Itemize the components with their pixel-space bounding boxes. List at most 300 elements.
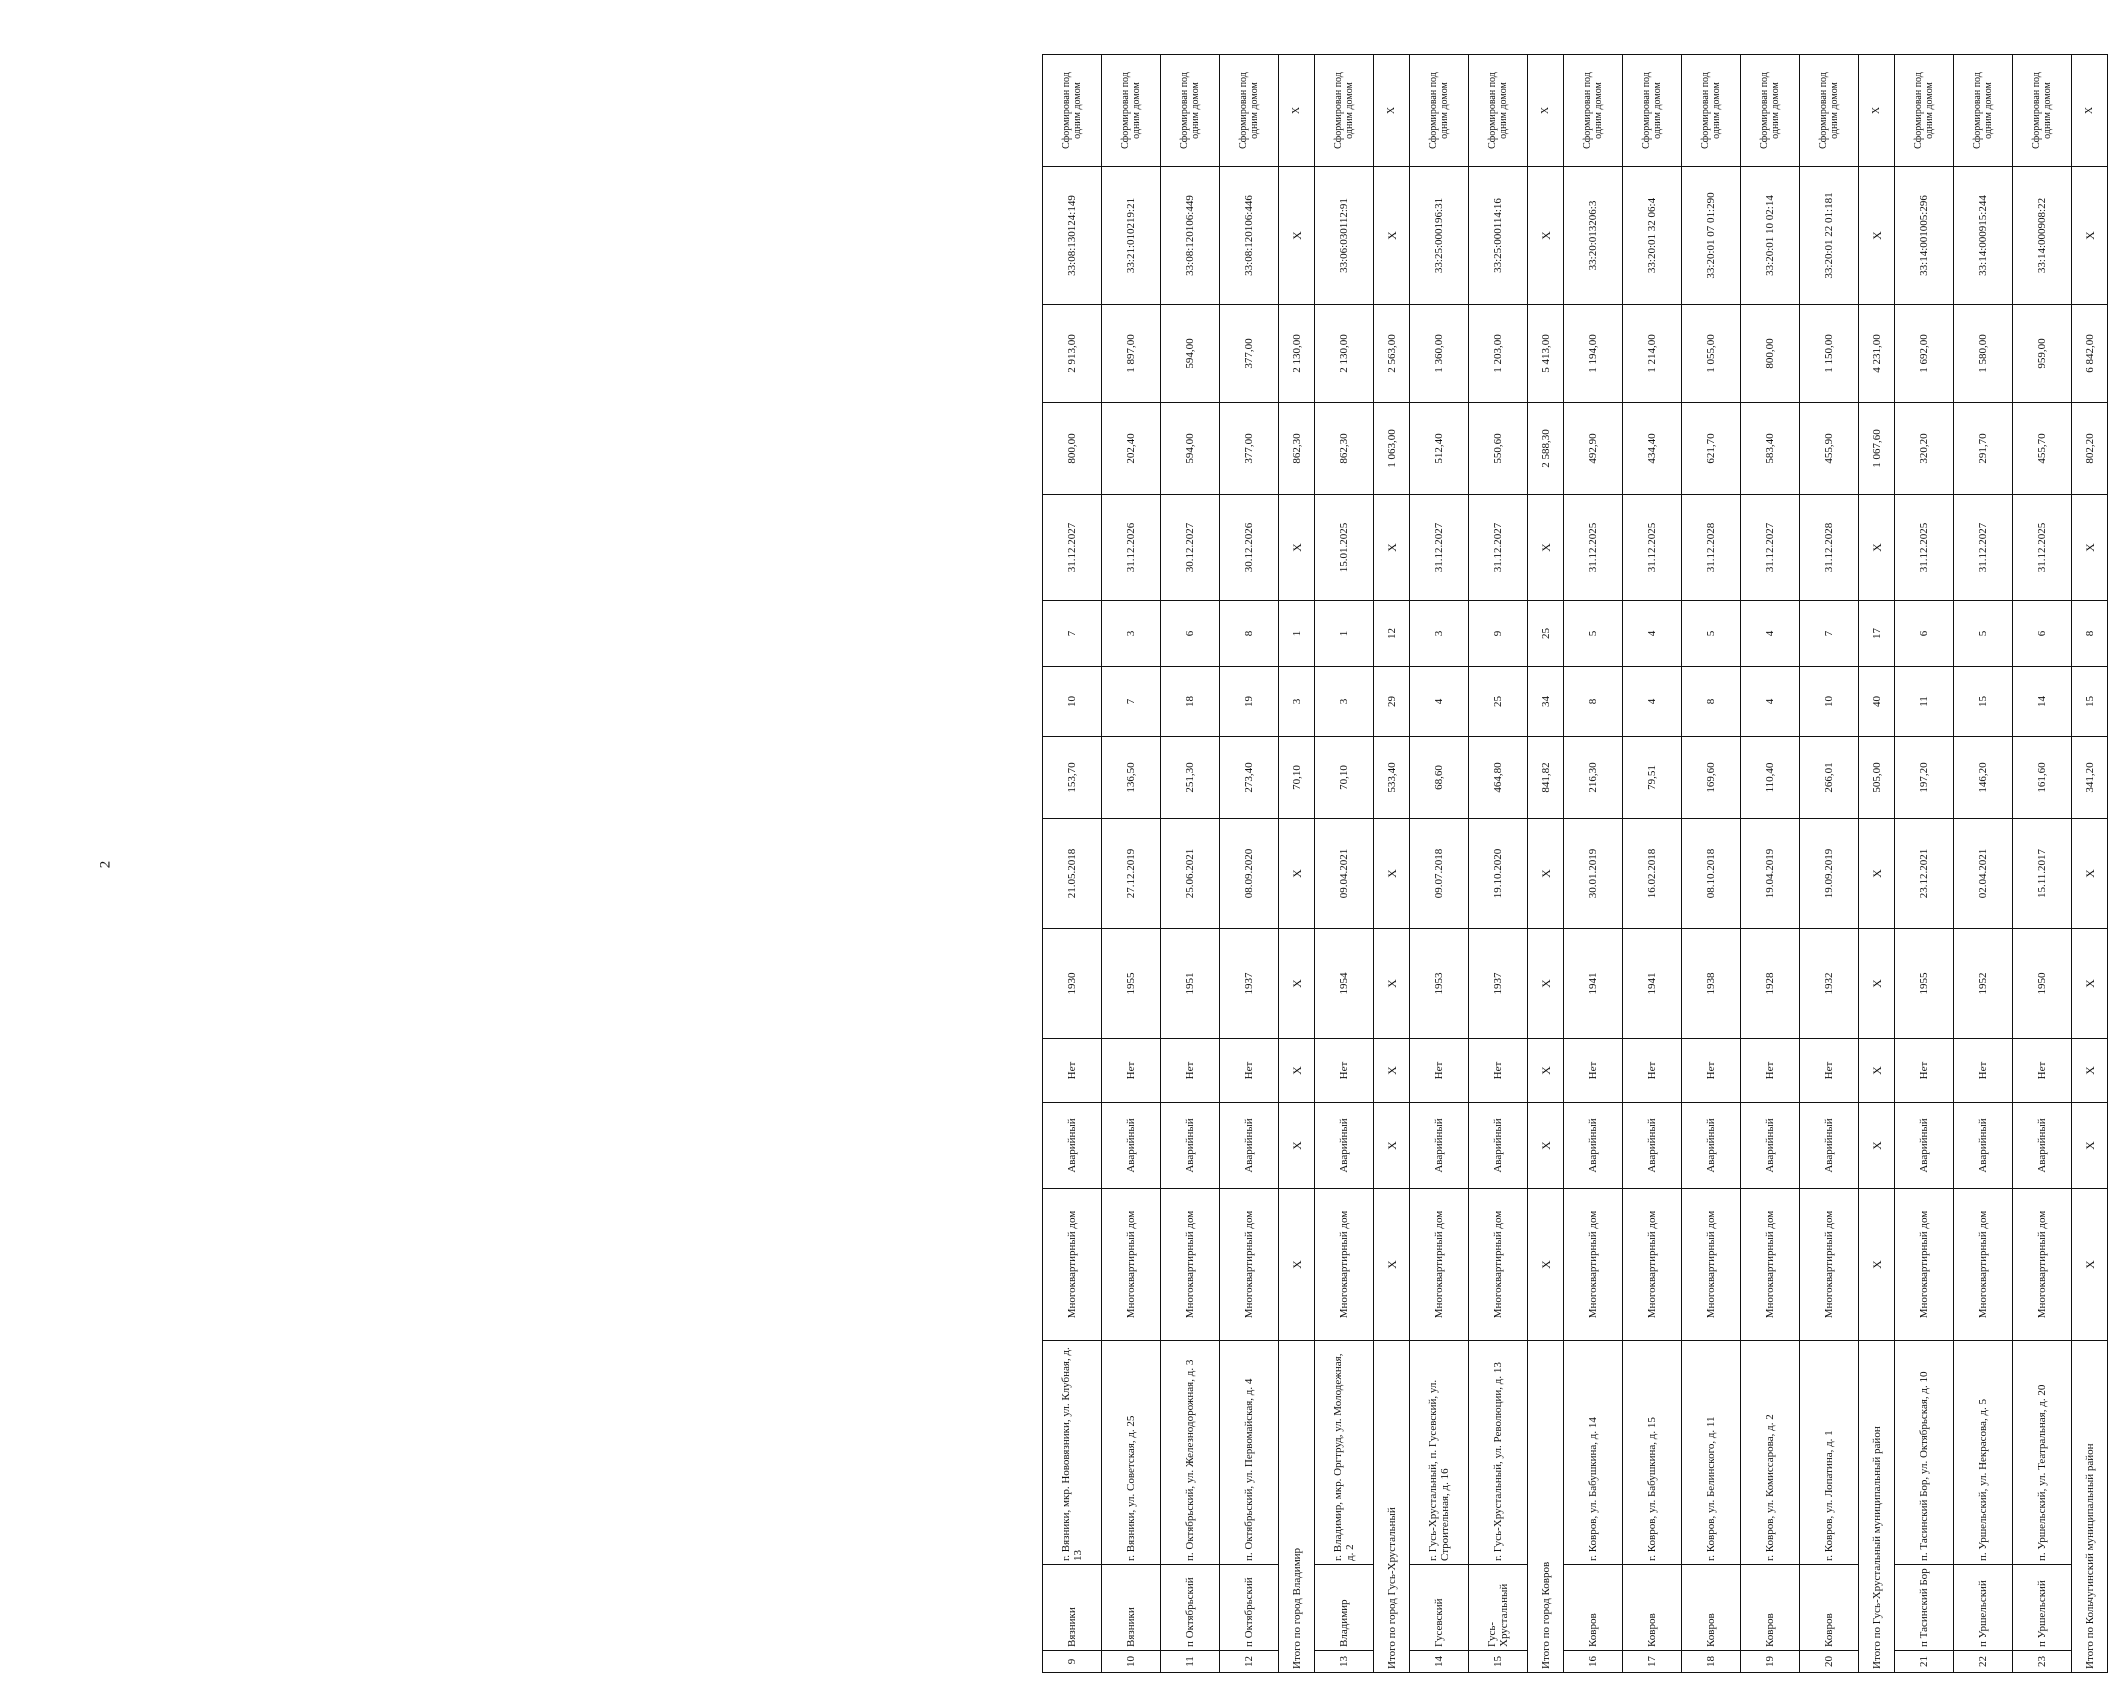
cell-residents: 25: [1469, 667, 1528, 737]
cell-reconstruction: Нет: [1410, 1039, 1469, 1103]
cell-address: г. Ковров, ул. Бабушкина, д. 14: [1564, 1341, 1623, 1565]
cell-date: 09.07.2018: [1410, 819, 1469, 929]
total-row: [1528, 55, 1564, 1673]
cell-house-type: Многоквартирный дом: [1800, 1189, 1859, 1341]
cell-residents: 10: [1043, 667, 1102, 737]
cell-residents: 4: [1410, 667, 1469, 737]
cell-area: 841,82: [1528, 737, 1564, 819]
cell-cost: 2 130,00: [1315, 305, 1374, 403]
cell-premises: 5: [1682, 601, 1741, 667]
cell-settlement: Ковров: [1682, 1565, 1741, 1651]
cell-reconstruction: Нет: [1220, 1039, 1279, 1103]
table-row: [1315, 55, 1374, 1673]
cell-premises: 4: [1623, 601, 1682, 667]
cell-area: 169,60: [1682, 737, 1741, 819]
cell-date: X: [2072, 819, 2108, 929]
table-row: [1954, 55, 2013, 1673]
cell-year: X: [1859, 929, 1895, 1039]
cell-cost: 1 360,00: [1410, 305, 1469, 403]
cell-cost: 1 580,00: [1954, 305, 2013, 403]
cell-cadastral: 33:06:030112:91: [1315, 167, 1374, 305]
cell-reconstruction: Нет: [1954, 1039, 2013, 1103]
cell-reconstruction: X: [1859, 1039, 1895, 1103]
cell-house-type: Многоквартирный дом: [1623, 1189, 1682, 1341]
cell-date: 23.12.2021: [1895, 819, 1954, 929]
cell-premises: 6: [1895, 601, 1954, 667]
cell-resettle-area: 862,30: [1279, 403, 1315, 495]
cell-date: 19.04.2019: [1741, 819, 1800, 929]
cell-resettle-area: 1 067,60: [1859, 403, 1895, 495]
cell-residents: 40: [1859, 667, 1895, 737]
cell-status: Аварийный: [1469, 1103, 1528, 1189]
cell-cadastral: 33:20:01 07 01:290: [1682, 167, 1741, 305]
cell-deadline: 31.12.2026: [1102, 495, 1161, 601]
cell-label: Итого по город Ковров: [1528, 1341, 1564, 1673]
cell-cadastral: 33:08:120106:449: [1161, 167, 1220, 305]
cell-cost: 1 194,00: [1564, 305, 1623, 403]
table-row: [2013, 55, 2072, 1673]
cell-resettle-area: 621,70: [1682, 403, 1741, 495]
cell-year: 1937: [1469, 929, 1528, 1039]
cell-address: г. Владимир, мкр. Оргтруд, ул. Молодежная, д. 2: [1315, 1341, 1374, 1565]
cell-date: X: [1374, 819, 1410, 929]
cell-reconstruction: Нет: [1315, 1039, 1374, 1103]
cell-premises: 4: [1741, 601, 1800, 667]
cell-address: г. Гусь-Хрустальный, п. Гусевский, ул. Строительная, д. 16: [1410, 1341, 1469, 1565]
cell-year: X: [1374, 929, 1410, 1039]
cell-resettle-area: 455,90: [1800, 403, 1859, 495]
cell-house-type: Многоквартирный дом: [1102, 1189, 1161, 1341]
table-row: [1102, 55, 1161, 1673]
cell-status: Аварийный: [1564, 1103, 1623, 1189]
cell-status: X: [1859, 1103, 1895, 1189]
cell-formed: Сформирован под одним домом: [1895, 55, 1954, 167]
cell-cadastral: X: [1528, 167, 1564, 305]
cell-settlement: Вязники: [1102, 1565, 1161, 1651]
cell-label: Итого по город Гусь-Хрустальный: [1374, 1341, 1410, 1673]
cell-no: 10: [1102, 1651, 1161, 1673]
cell-cost: 594,00: [1161, 305, 1220, 403]
cell-formed: X: [1279, 55, 1315, 167]
cell-no: 15: [1469, 1651, 1528, 1673]
cell-reconstruction: Нет: [1469, 1039, 1528, 1103]
cell-settlement: Ковров: [1564, 1565, 1623, 1651]
cell-formed: Сформирован под одним домом: [2013, 55, 2072, 167]
cell-date: 30.01.2019: [1564, 819, 1623, 929]
cell-residents: 7: [1102, 667, 1161, 737]
cell-cadastral: 33:08:120106:446: [1220, 167, 1279, 305]
cell-house-type: Многоквартирный дом: [1043, 1189, 1102, 1341]
cell-resettle-area: 291,70: [1954, 403, 2013, 495]
cell-cost: 1 214,00: [1623, 305, 1682, 403]
cell-status: Аварийный: [1741, 1103, 1800, 1189]
cell-house-type: Многоквартирный дом: [1954, 1189, 2013, 1341]
cell-cadastral: 33:14:000915:244: [1954, 167, 2013, 305]
cell-formed: Сформирован под одним домом: [1043, 55, 1102, 167]
cell-status: X: [1279, 1103, 1315, 1189]
cell-address: г. Вязники, ул. Советская, д. 25: [1102, 1341, 1161, 1565]
cell-premises: 17: [1859, 601, 1895, 667]
cell-year: 1955: [1895, 929, 1954, 1039]
cell-residents: 18: [1161, 667, 1220, 737]
cell-cadastral: 33:20:01 32 06:4: [1623, 167, 1682, 305]
cell-area: 273,40: [1220, 737, 1279, 819]
cell-deadline: 31.12.2025: [1564, 495, 1623, 601]
total-row: [1374, 55, 1410, 1673]
cell-cadastral: X: [1374, 167, 1410, 305]
cell-resettle-area: 492,90: [1564, 403, 1623, 495]
cell-address: г. Ковров, ул. Белинского, д. 11: [1682, 1341, 1741, 1565]
cell-resettle-area: 377,00: [1220, 403, 1279, 495]
table-row: [1410, 55, 1469, 1673]
cell-premises: 8: [1220, 601, 1279, 667]
document-table-rotated: [1042, 55, 2108, 1673]
cell-deadline: X: [1279, 495, 1315, 601]
cell-cadastral: 33:14:000908:22: [2013, 167, 2072, 305]
cell-label: Итого по Кольчугинский муниципальный район: [2072, 1341, 2108, 1673]
cell-date: X: [1859, 819, 1895, 929]
cell-reconstruction: X: [2072, 1039, 2108, 1103]
cell-area: 153,70: [1043, 737, 1102, 819]
cell-premises: 9: [1469, 601, 1528, 667]
total-row: [2072, 55, 2108, 1673]
cell-residents: 3: [1279, 667, 1315, 737]
cell-reconstruction: Нет: [1102, 1039, 1161, 1103]
cell-deadline: 30.12.2027: [1161, 495, 1220, 601]
cell-year: 1938: [1682, 929, 1741, 1039]
cell-resettle-area: 862,30: [1315, 403, 1374, 495]
cell-resettle-area: 320,20: [1895, 403, 1954, 495]
cell-status: Аварийный: [1043, 1103, 1102, 1189]
cell-cost: 1 692,00: [1895, 305, 1954, 403]
cell-resettle-area: 455,70: [2013, 403, 2072, 495]
cell-residents: 10: [1800, 667, 1859, 737]
cell-deadline: X: [2072, 495, 2108, 601]
total-row: [1279, 55, 1315, 1673]
cell-address: п. Тасинский Бор, ул. Октябрьская, д. 10: [1895, 1341, 1954, 1565]
cell-premises: 7: [1800, 601, 1859, 667]
cell-no: 21: [1895, 1651, 1954, 1673]
cell-resettle-area: 202,40: [1102, 403, 1161, 495]
cell-premises: 12: [1374, 601, 1410, 667]
cell-date: 08.10.2018: [1682, 819, 1741, 929]
table-row: [1469, 55, 1528, 1673]
cell-no: 19: [1741, 1651, 1800, 1673]
cell-settlement: Ковров: [1623, 1565, 1682, 1651]
cell-status: Аварийный: [1623, 1103, 1682, 1189]
cell-cadastral: X: [1279, 167, 1315, 305]
cell-resettle-area: 583,40: [1741, 403, 1800, 495]
cell-cadastral: 33:20:01 22 01:181: [1800, 167, 1859, 305]
cell-reconstruction: Нет: [1682, 1039, 1741, 1103]
cell-year: 1951: [1161, 929, 1220, 1039]
cell-formed: Сформирован под одним домом: [1954, 55, 2013, 167]
cell-date: X: [1279, 819, 1315, 929]
cell-year: 1941: [1564, 929, 1623, 1039]
cell-date: 25.06.2021: [1161, 819, 1220, 929]
cell-area: 68,60: [1410, 737, 1469, 819]
cell-house-type: Многоквартирный дом: [1682, 1189, 1741, 1341]
cell-deadline: 31.12.2027: [1410, 495, 1469, 601]
cell-deadline: 31.12.2027: [1741, 495, 1800, 601]
housing-table: [1042, 54, 2108, 1673]
cell-status: Аварийный: [1315, 1103, 1374, 1189]
cell-resettle-area: 434,40: [1623, 403, 1682, 495]
cell-no: 16: [1564, 1651, 1623, 1673]
cell-formed: Сформирован под одним домом: [1102, 55, 1161, 167]
cell-address: п. Октябрьский, ул. Железнодорожная, д. 3: [1161, 1341, 1220, 1565]
table-row: [1623, 55, 1682, 1673]
cell-settlement: п Уршельский: [1954, 1565, 2013, 1651]
cell-formed: X: [1859, 55, 1895, 167]
cell-cost: 5 413,00: [1528, 305, 1564, 403]
cell-deadline: 31.12.2025: [2013, 495, 2072, 601]
cell-cadastral: 33:20:01 10 02:14: [1741, 167, 1800, 305]
cell-reconstruction: Нет: [1161, 1039, 1220, 1103]
cell-premises: 25: [1528, 601, 1564, 667]
cell-residents: 4: [1741, 667, 1800, 737]
cell-date: 09.04.2021: [1315, 819, 1374, 929]
cell-label: Итого по город Владимир: [1279, 1341, 1315, 1673]
cell-settlement: Вязники: [1043, 1565, 1102, 1651]
cell-area: 251,30: [1161, 737, 1220, 819]
cell-cadastral: 33:25:000114:16: [1469, 167, 1528, 305]
cell-year: 1932: [1800, 929, 1859, 1039]
cell-residents: 8: [1564, 667, 1623, 737]
table-row: [1161, 55, 1220, 1673]
cell-deadline: X: [1374, 495, 1410, 601]
cell-status: Аварийный: [2013, 1103, 2072, 1189]
cell-date: 19.09.2019: [1800, 819, 1859, 929]
cell-formed: X: [2072, 55, 2108, 167]
cell-residents: 11: [1895, 667, 1954, 737]
cell-house-type: X: [1279, 1189, 1315, 1341]
total-row: [1859, 55, 1895, 1673]
cell-year: 1953: [1410, 929, 1469, 1039]
page-number: 2: [97, 860, 114, 869]
cell-premises: 3: [1102, 601, 1161, 667]
cell-premises: 5: [1954, 601, 2013, 667]
cell-area: 533,40: [1374, 737, 1410, 819]
cell-status: X: [1374, 1103, 1410, 1189]
cell-house-type: Многоквартирный дом: [1564, 1189, 1623, 1341]
cell-address: п. Октябрьский, ул. Первомайская, д. 4: [1220, 1341, 1279, 1565]
cell-no: 13: [1315, 1651, 1374, 1673]
cell-status: Аварийный: [1220, 1103, 1279, 1189]
cell-deadline: 15.01.2025: [1315, 495, 1374, 601]
cell-residents: 8: [1682, 667, 1741, 737]
cell-reconstruction: Нет: [1741, 1039, 1800, 1103]
cell-house-type: Многоквартирный дом: [1315, 1189, 1374, 1341]
cell-area: 464,80: [1469, 737, 1528, 819]
cell-label: Итого по Гусь-Хрустальный муниципальный район: [1859, 1341, 1895, 1673]
cell-house-type: Многоквартирный дом: [1410, 1189, 1469, 1341]
cell-settlement: п Тасинский Бор: [1895, 1565, 1954, 1651]
cell-settlement: Гусевский: [1410, 1565, 1469, 1651]
cell-address: г. Ковров, ул. Комиссарова, д. 2: [1741, 1341, 1800, 1565]
cell-reconstruction: X: [1374, 1039, 1410, 1103]
cell-cadastral: 33:21:010219:21: [1102, 167, 1161, 305]
cell-no: 12: [1220, 1651, 1279, 1673]
cell-premises: 1: [1315, 601, 1374, 667]
cell-cost: 1 203,00: [1469, 305, 1528, 403]
cell-year: X: [1528, 929, 1564, 1039]
cell-year: 1954: [1315, 929, 1374, 1039]
cell-date: 08.09.2020: [1220, 819, 1279, 929]
cell-house-type: Многоквартирный дом: [1469, 1189, 1528, 1341]
cell-area: 79,51: [1623, 737, 1682, 819]
cell-date: 27.12.2019: [1102, 819, 1161, 929]
cell-settlement: Ковров: [1741, 1565, 1800, 1651]
cell-resettle-area: 802,20: [2072, 403, 2108, 495]
cell-status: Аварийный: [1102, 1103, 1161, 1189]
cell-formed: X: [1374, 55, 1410, 167]
cell-formed: Сформирован под одним домом: [1161, 55, 1220, 167]
cell-deadline: 31.12.2027: [1469, 495, 1528, 601]
cell-deadline: 31.12.2025: [1895, 495, 1954, 601]
cell-formed: Сформирован под одним домом: [1410, 55, 1469, 167]
cell-deadline: X: [1528, 495, 1564, 601]
cell-resettle-area: 1 063,00: [1374, 403, 1410, 495]
cell-status: Аварийный: [1682, 1103, 1741, 1189]
cell-date: 16.02.2018: [1623, 819, 1682, 929]
cell-cadastral: 33:08:130124:149: [1043, 167, 1102, 305]
cell-settlement: Владимир: [1315, 1565, 1374, 1651]
cell-house-type: X: [1528, 1189, 1564, 1341]
cell-reconstruction: X: [1279, 1039, 1315, 1103]
cell-cadastral: 33:25:000196:31: [1410, 167, 1469, 305]
cell-reconstruction: Нет: [2013, 1039, 2072, 1103]
cell-no: 11: [1161, 1651, 1220, 1673]
cell-formed: Сформирован под одним домом: [1623, 55, 1682, 167]
table-row: [1682, 55, 1741, 1673]
cell-settlement: п Октябрьский: [1161, 1565, 1220, 1651]
cell-date: 19.10.2020: [1469, 819, 1528, 929]
cell-status: Аварийный: [1954, 1103, 2013, 1189]
cell-premises: 3: [1410, 601, 1469, 667]
cell-house-type: Многоквартирный дом: [1895, 1189, 1954, 1341]
cell-date: 02.04.2021: [1954, 819, 2013, 929]
cell-no: 9: [1043, 1651, 1102, 1673]
cell-status: Аварийный: [1410, 1103, 1469, 1189]
cell-status: Аварийный: [1800, 1103, 1859, 1189]
cell-reconstruction: Нет: [1623, 1039, 1682, 1103]
cell-premises: 6: [1161, 601, 1220, 667]
cell-address: г. Гусь-Хрустальный, ул. Революции, д. 13: [1469, 1341, 1528, 1565]
cell-residents: 19: [1220, 667, 1279, 737]
cell-cost: 1 055,00: [1682, 305, 1741, 403]
cell-residents: 15: [2072, 667, 2108, 737]
cell-deadline: 31.12.2027: [1043, 495, 1102, 601]
cell-premises: 5: [1564, 601, 1623, 667]
cell-premises: 6: [2013, 601, 2072, 667]
cell-address: п. Уршельский, ул. Театральная, д. 20: [2013, 1341, 2072, 1565]
cell-reconstruction: Нет: [1895, 1039, 1954, 1103]
cell-reconstruction: Нет: [1564, 1039, 1623, 1103]
cell-area: 216,30: [1564, 737, 1623, 819]
table-row: [1741, 55, 1800, 1673]
cell-house-type: Многоквартирный дом: [1161, 1189, 1220, 1341]
cell-formed: Сформирован под одним домом: [1315, 55, 1374, 167]
cell-area: 70,10: [1279, 737, 1315, 819]
table-row: [1220, 55, 1279, 1673]
cell-house-type: Многоквартирный дом: [2013, 1189, 2072, 1341]
cell-house-type: Многоквартирный дом: [1220, 1189, 1279, 1341]
cell-deadline: 31.12.2027: [1954, 495, 2013, 601]
cell-no: 14: [1410, 1651, 1469, 1673]
cell-year: 1950: [2013, 929, 2072, 1039]
cell-status: Аварийный: [1895, 1103, 1954, 1189]
cell-house-type: X: [2072, 1189, 2108, 1341]
cell-residents: 34: [1528, 667, 1564, 737]
cell-year: 1955: [1102, 929, 1161, 1039]
cell-formed: X: [1528, 55, 1564, 167]
cell-resettle-area: 550,60: [1469, 403, 1528, 495]
cell-status: X: [2072, 1103, 2108, 1189]
cell-house-type: Многоквартирный дом: [1741, 1189, 1800, 1341]
cell-residents: 29: [1374, 667, 1410, 737]
cell-settlement: п Уршельский: [2013, 1565, 2072, 1651]
cell-cost: 2 563,00: [1374, 305, 1410, 403]
cell-premises: 7: [1043, 601, 1102, 667]
cell-settlement: Ковров: [1800, 1565, 1859, 1651]
cell-formed: Сформирован под одним домом: [1469, 55, 1528, 167]
cell-year: X: [1279, 929, 1315, 1039]
cell-formed: Сформирован под одним домом: [1682, 55, 1741, 167]
cell-reconstruction: Нет: [1800, 1039, 1859, 1103]
cell-deadline: 31.12.2028: [1800, 495, 1859, 601]
cell-reconstruction: Нет: [1043, 1039, 1102, 1103]
cell-formed: Сформирован под одним домом: [1564, 55, 1623, 167]
cell-cost: 1 150,00: [1800, 305, 1859, 403]
cell-area: 197,20: [1895, 737, 1954, 819]
table-row: [1895, 55, 1954, 1673]
table-body: [1043, 55, 2108, 1673]
cell-formed: Сформирован под одним домом: [1800, 55, 1859, 167]
cell-deadline: 31.12.2028: [1682, 495, 1741, 601]
cell-cost: 959,00: [2013, 305, 2072, 403]
cell-area: 341,20: [2072, 737, 2108, 819]
cell-area: 505,00: [1859, 737, 1895, 819]
cell-residents: 14: [2013, 667, 2072, 737]
cell-residents: 15: [1954, 667, 2013, 737]
cell-status: X: [1528, 1103, 1564, 1189]
cell-no: 17: [1623, 1651, 1682, 1673]
cell-address: г. Ковров, ул. Бабушкина, д. 15: [1623, 1341, 1682, 1565]
cell-resettle-area: 512,40: [1410, 403, 1469, 495]
cell-date: X: [1528, 819, 1564, 929]
cell-area: 266,01: [1800, 737, 1859, 819]
cell-resettle-area: 2 588,30: [1528, 403, 1564, 495]
cell-year: X: [2072, 929, 2108, 1039]
cell-cost: 6 842,00: [2072, 305, 2108, 403]
cell-address: г. Ковров, ул. Лопатина, д. 1: [1800, 1341, 1859, 1565]
cell-cadastral: 33:20:013206:3: [1564, 167, 1623, 305]
cell-area: 110,40: [1741, 737, 1800, 819]
cell-cost: 2 130,00: [1279, 305, 1315, 403]
cell-deadline: X: [1859, 495, 1895, 601]
cell-year: 1952: [1954, 929, 2013, 1039]
cell-year: 1937: [1220, 929, 1279, 1039]
cell-address: п. Уршельский, ул. Некрасова, д. 5: [1954, 1341, 2013, 1565]
cell-house-type: X: [1374, 1189, 1410, 1341]
cell-resettle-area: 594,00: [1161, 403, 1220, 495]
cell-no: 23: [2013, 1651, 2072, 1673]
cell-date: 15.11.2017: [2013, 819, 2072, 929]
cell-year: 1930: [1043, 929, 1102, 1039]
cell-deadline: 30.12.2026: [1220, 495, 1279, 601]
cell-area: 161,60: [2013, 737, 2072, 819]
